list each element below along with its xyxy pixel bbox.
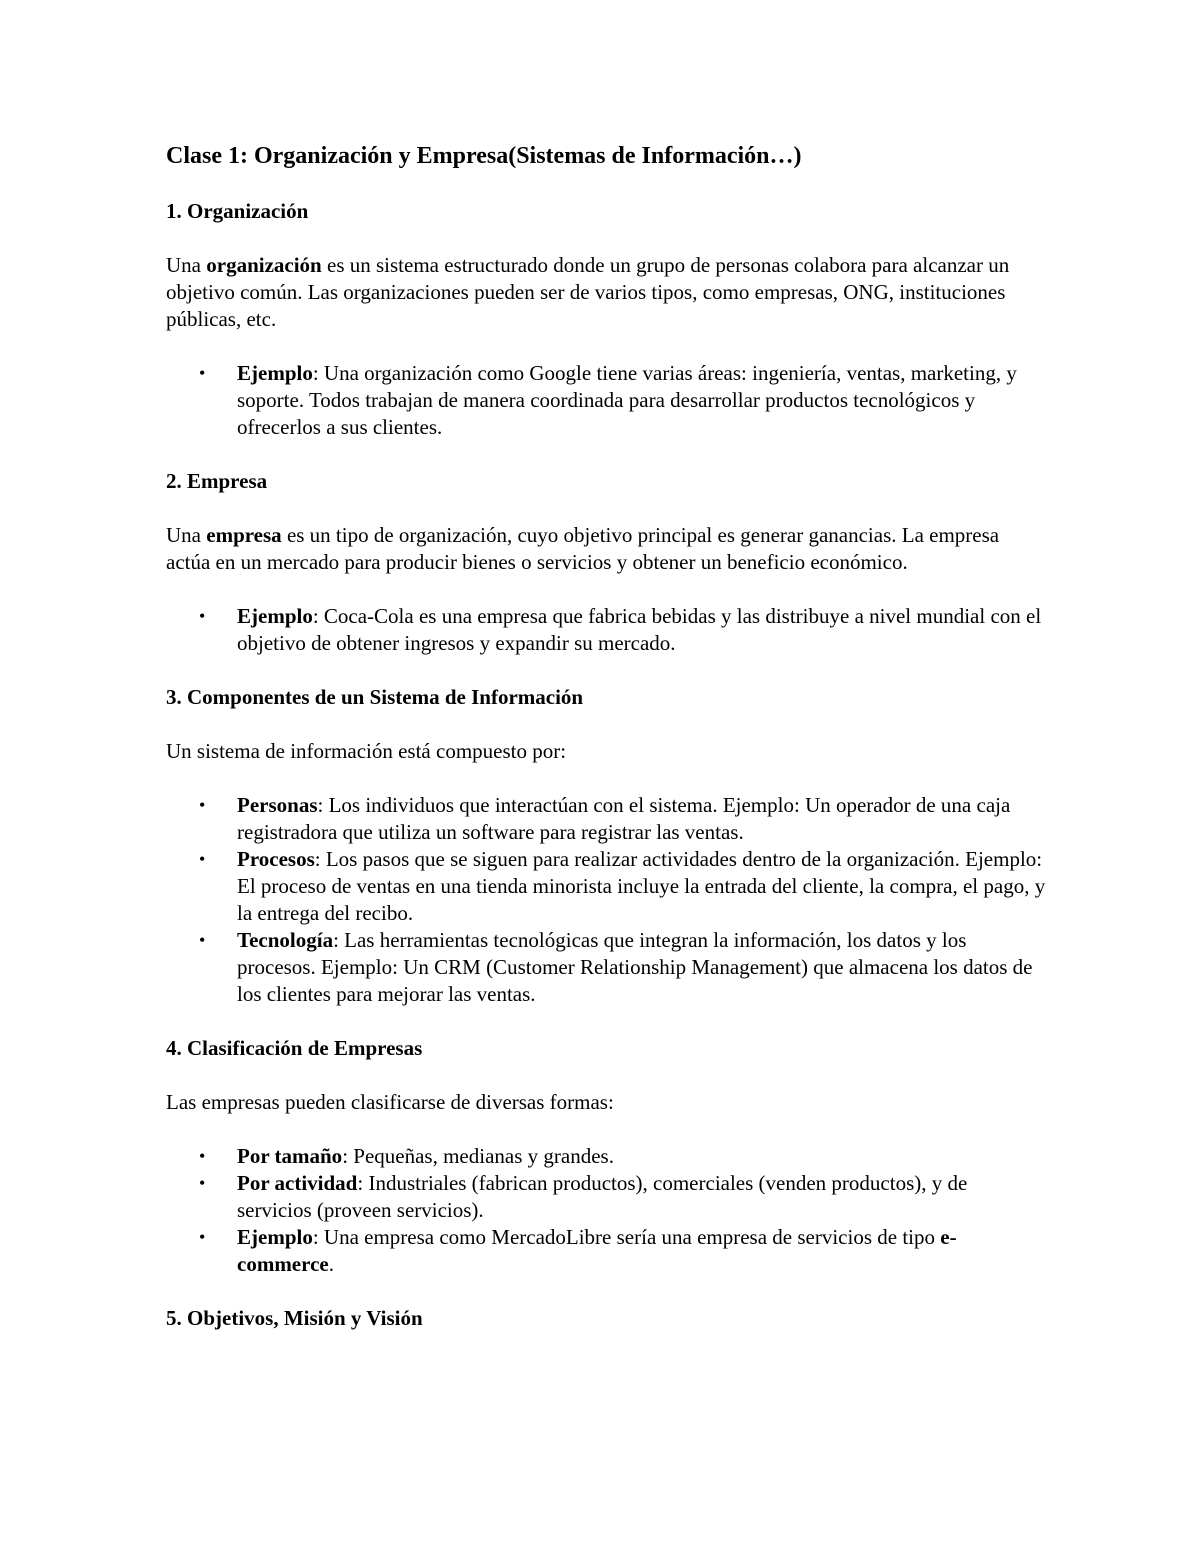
item-text: : Las herramientas tecnológicas que integran la información, los datos y los procesos. Ejemplo: Un CRM (Customer Relationship Management) que almacena los datos de los clientes para mejorar las ventas. (237, 928, 1033, 1006)
item-text: : Una organización como Google tiene varias áreas: ingeniería, ventas, marketing, y soporte. Todos trabajan de manera coordinada para desarrollar productos tecnológicos y ofrecerlos a sus clientes. (237, 361, 1017, 439)
item-text: : Coca-Cola es una empresa que fabrica bebidas y las distribuye a nivel mundial con el objetivo de obtener ingresos y expandir su mercado. (237, 604, 1042, 655)
document-title: Clase 1: Organización y Empresa(Sistemas de Información…) (166, 143, 802, 169)
section-heading: 2. Empresa (166, 469, 268, 493)
bullet-icon: • (199, 606, 206, 626)
section-intro: Un sistema de información está compuesto por: (166, 739, 567, 763)
item-term: Por actividad (237, 1171, 358, 1195)
section-clasificacion (166, 1035, 1046, 1278)
list-item (166, 1224, 1046, 1278)
item-text: : Los individuos que interactúan con el sistema. Ejemplo: Un operador de una caja registradora que utiliza un software para registrar las ventas. (237, 793, 1011, 844)
bullet-icon: • (199, 795, 206, 815)
item-term: Ejemplo (237, 1225, 313, 1249)
bullet-list (166, 1143, 1046, 1278)
list-item (166, 603, 1046, 657)
section-heading: 3. Componentes de un Sistema de Información (166, 685, 584, 709)
bullet-icon: • (199, 363, 206, 383)
item-text: : Los pasos que se siguen para realizar actividades dentro de la organización. Ejemplo: El proceso de ventas en una tienda minorista incluye la entrada del cliente, la compra, el pago, y la entrega del recibo. (237, 847, 1046, 925)
bullet-list (166, 360, 1046, 441)
list-item (166, 1143, 1046, 1170)
list-item (166, 1170, 1046, 1224)
item-tail: . (328, 1252, 334, 1276)
section-heading: 1. Organización (166, 199, 309, 223)
item-term: Ejemplo (237, 361, 313, 385)
list-item (166, 846, 1046, 927)
section-componentes (166, 684, 1046, 1008)
bullet-icon: • (199, 930, 206, 950)
item-tail-bold: e-commerce (237, 1225, 957, 1276)
section-heading: 4. Clasificación de Empresas (166, 1036, 423, 1060)
section-empresa (166, 468, 1046, 657)
item-text: : Industriales (fabrican productos), comerciales (venden productos), y de servicios (proveen servicios). (237, 1171, 968, 1222)
bullet-icon: • (199, 1227, 206, 1247)
bold-term: empresa (206, 523, 282, 547)
list-item (166, 792, 1046, 846)
bullet-icon: • (199, 849, 206, 869)
document-page (166, 140, 1046, 1359)
item-term: Personas (237, 793, 318, 817)
item-term: Por tamaño (237, 1144, 343, 1168)
item-term: Ejemplo (237, 604, 313, 628)
section-organizacion (166, 198, 1046, 441)
list-item (166, 927, 1046, 1008)
item-term: Procesos (237, 847, 315, 871)
section-intro: Una empresa es un tipo de organización, cuyo objetivo principal es generar ganancias. La empresa actúa en un mercado para producir bienes o servicios y obtener un beneficio económico. (166, 523, 1000, 574)
section-heading-objetivos: 5. Objetivos, Misión y Visión (166, 1306, 423, 1330)
section-intro: Una organización es un sistema estructurado donde un grupo de personas colabora para alcanzar un objetivo común. Las organizaciones pueden ser de varios tipos, como empresas, ONG, instituciones públicas, etc. (166, 253, 1010, 331)
item-text: : Pequeñas, medianas y grandes. (342, 1144, 614, 1168)
item-term: Tecnología (237, 928, 334, 952)
item-text: : Una empresa como MercadoLibre sería una empresa de servicios de tipo (312, 1225, 941, 1249)
bullet-icon: • (199, 1146, 206, 1166)
bullet-list (166, 603, 1046, 657)
bullet-list (166, 792, 1046, 1008)
bullet-icon: • (199, 1173, 206, 1193)
list-item (166, 360, 1046, 441)
bold-term: organización (206, 253, 322, 277)
section-intro: Las empresas pueden clasificarse de diversas formas: (166, 1090, 614, 1114)
